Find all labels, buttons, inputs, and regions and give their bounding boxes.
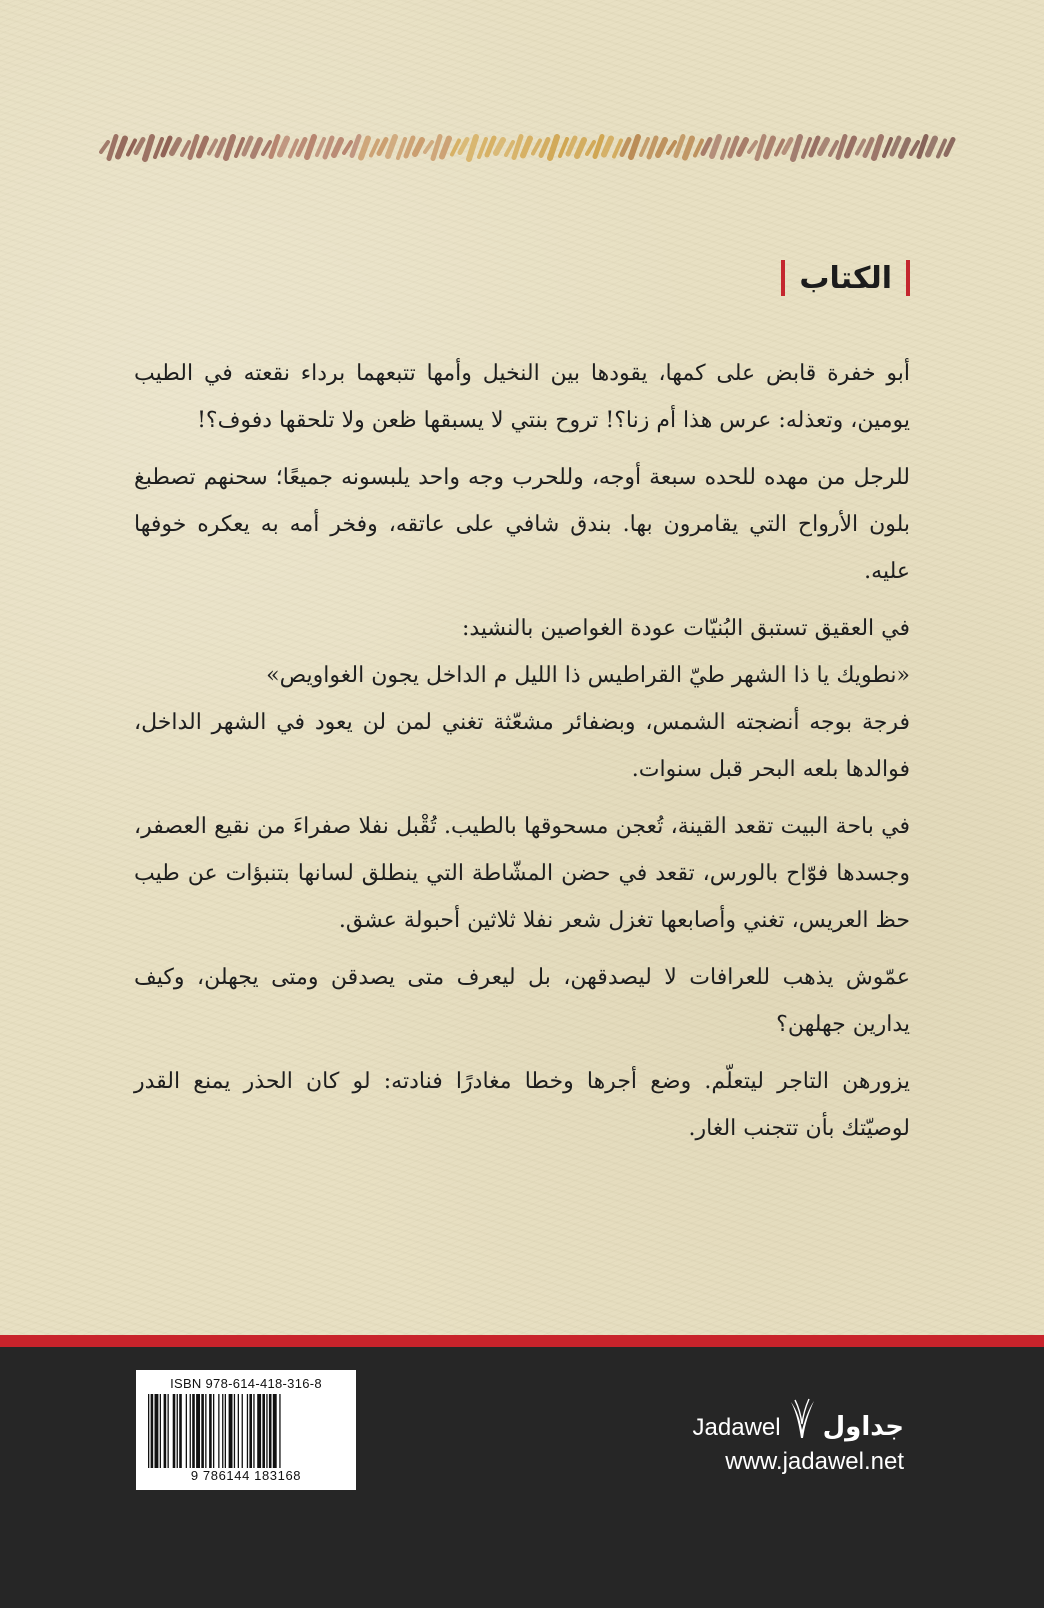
section-heading	[781, 258, 910, 298]
isbn-barcode	[136, 1370, 356, 1490]
paragraph: يزورهن التاجر ليتعلّم. وضع أجرها وخطا مغادرًا فنادته: لو كان الحذر يمنع القدر لوصيّتك بأن تتجنب الغار.	[134, 1069, 910, 1141]
barcode-digits: 9 786144 183168	[190, 1468, 302, 1483]
isbn-label: ISBN 978-614-418-316-8	[170, 1376, 322, 1391]
paragraph: فرجة بوجه أنضجته الشمس، وبضفائر مشعّثة تغني لمن لن يعود في الشهر الداخل، فوالدها بلعه البحر قبل سنوات.	[134, 710, 910, 782]
publisher-name-arabic: جداول	[822, 1412, 904, 1442]
synopsis-text	[134, 350, 910, 1162]
publisher-emblem-icon	[787, 1398, 817, 1442]
publisher-logo	[654, 1398, 904, 1478]
publisher-name-latin: Jadawel	[692, 1414, 781, 1441]
publisher-website: www.jadawel.net	[725, 1448, 904, 1475]
decorative-brush-stroke	[95, 131, 963, 163]
heading-accent-bar	[906, 260, 910, 296]
red-divider-strip	[0, 1335, 1044, 1347]
paragraph: عمّوش يذهب للعرافات لا ليصدقهن، بل ليعرف متى يصدقن ومتى يجهلن، وكيف يدارين جهلهن؟	[134, 965, 910, 1037]
paragraph: في باحة البيت تقعد القينة، تُعجن مسحوقها بالطيب. تُقْبل نفلا صفراءَ من نقيع العصفر، وجسدها فوّاح بالورس، تقعد في حضن المشّاطة التي ينطلق لسانها بتنبؤات عن طيب حظ العريس، تغني وأصابعها تغزل شعر نفلا ثلاثين أحبولة عشق.	[134, 814, 910, 933]
heading-accent-bar	[781, 260, 785, 296]
paragraph: في العقيق تستبق البُنيّات عودة الغواصين بالنشيد:	[461, 616, 910, 641]
paragraph: أبو خفرة قابض على كمها، يقودها بين النخيل وأمها تتبعهما برداء نقعته في الطيب يومين، وتعذله: عرس هذا أم زنا؟! تروح بنتي لا يسبقها ظعن ولا تلحقها دفوف؟!	[134, 361, 910, 433]
section-title: الكتاب	[799, 260, 892, 296]
paragraph: للرجل من مهده للحده سبعة أوجه، وللحرب وجه واحد يلبسونه جميعًا؛ سحنهم تصطبغ بلون الأرواح التي يقامرون بها. بندق شافي على عاتقه، وفخر أمه به يعكره خوفها عليه.	[134, 465, 910, 584]
poem-verse: «نطويك يا ذا الشهر طيّ القراطيس ذا الليل م الداخل يجون الغواويص»	[266, 663, 910, 688]
barcode-bars	[144, 1392, 348, 1470]
